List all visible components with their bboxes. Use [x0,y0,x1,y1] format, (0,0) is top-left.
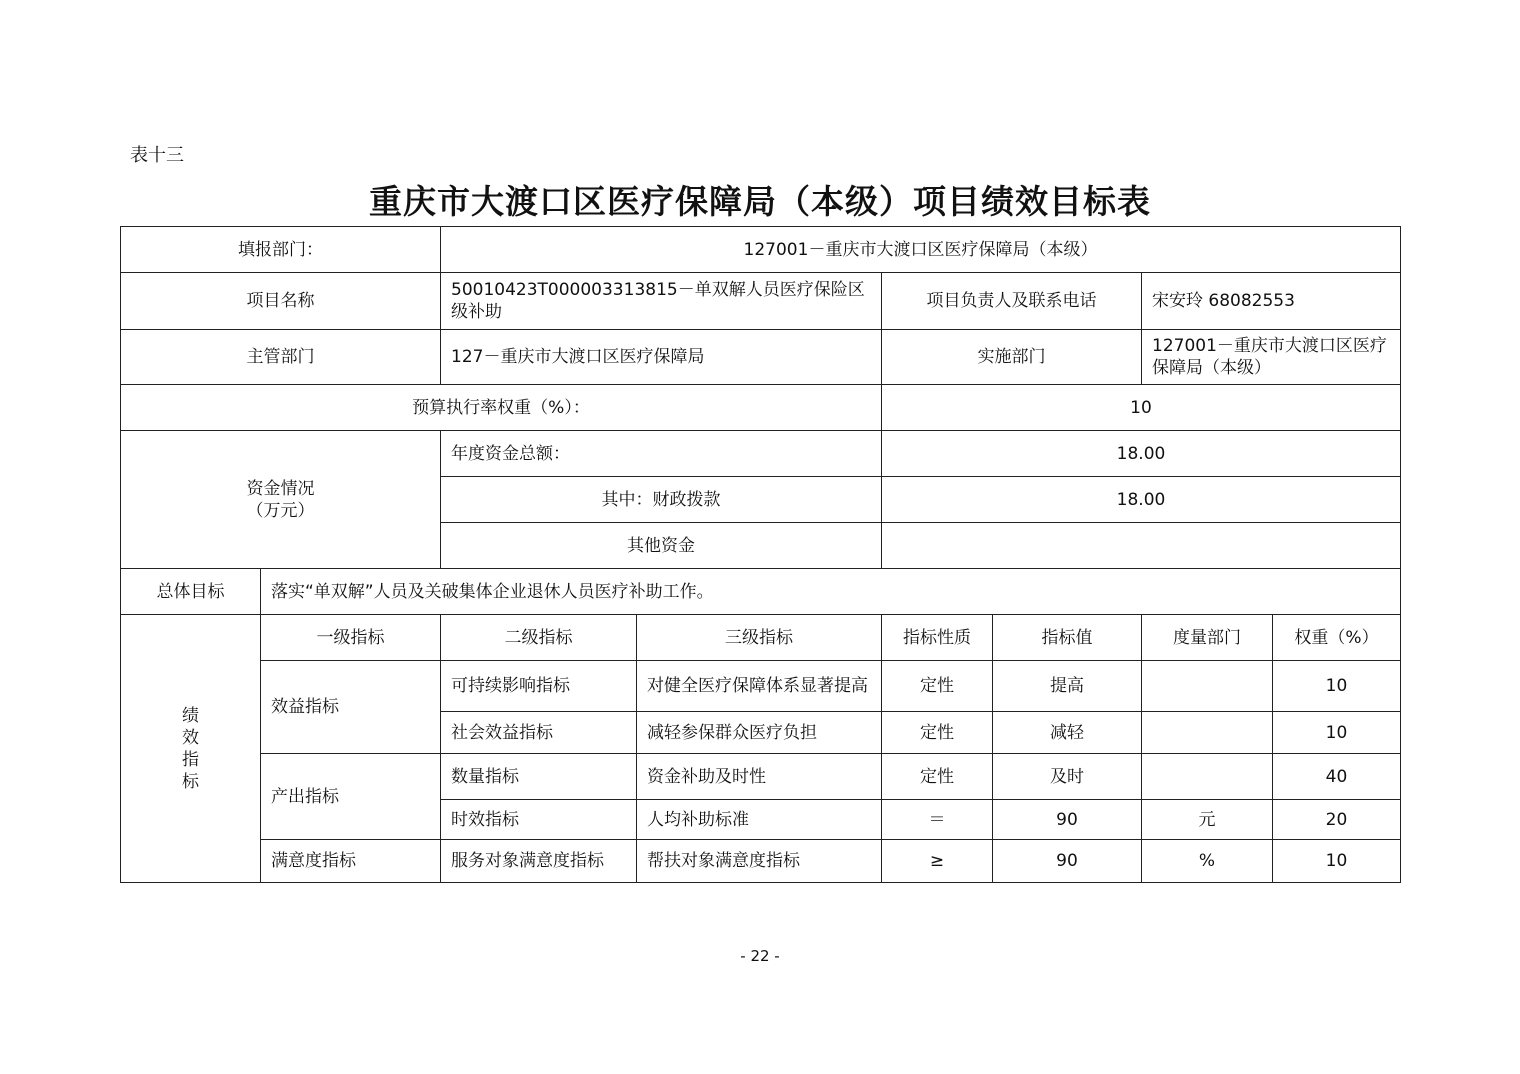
indicator-nature: 定性 [882,754,993,800]
indicators-label-char: 绩 [182,705,199,726]
funds-label-line1: 资金情况 [246,478,315,499]
project-contact-value: 宋安玲 68082553 [1142,273,1401,330]
indicator-unit: 元 [1142,800,1273,840]
header-weight: 权重（%） [1273,615,1401,661]
indicator-nature: ≥ [882,840,993,883]
level3-indicator: 减轻参保群众医疗负担 [637,712,882,754]
indicator-weight: 40 [1273,754,1401,800]
indicator-weight: 10 [1273,840,1401,883]
supervising-dept-value: 127－重庆市大渡口区医疗保障局 [441,330,882,385]
project-contact-label: 项目负责人及联系电话 [882,273,1142,330]
level2-indicator: 可持续影响指标 [441,661,637,712]
funds-total-value: 18.00 [882,431,1401,477]
page-number: - 22 - [740,947,780,965]
indicators-section-label [121,615,261,883]
level2-indicator: 时效指标 [441,800,637,840]
funds-fiscal-label: 其中：财政拨款 [441,477,882,523]
filling-dept-label: 填报部门： [121,227,441,273]
indicator-row [121,661,1401,712]
header-nature: 指标性质 [882,615,993,661]
funds-total-label: 年度资金总额： [441,431,882,477]
indicators-label-char: 指 [182,749,199,770]
performance-target-table [120,226,1401,883]
indicator-value: 提高 [993,661,1142,712]
funds-label [121,431,441,569]
indicator-weight: 10 [1273,661,1401,712]
level1-indicator: 满意度指标 [261,840,441,883]
indicator-nature: 定性 [882,712,993,754]
funds-other-label: 其他资金 [441,523,882,569]
indicator-unit: % [1142,840,1273,883]
level2-indicator: 数量指标 [441,754,637,800]
indicator-weight: 10 [1273,712,1401,754]
level1-indicator: 效益指标 [261,661,441,754]
indicator-row [121,754,1401,800]
indicators-label-char: 效 [182,727,199,748]
indicator-value: 90 [993,800,1142,840]
level1-indicator: 产出指标 [261,754,441,840]
level2-indicator: 社会效益指标 [441,712,637,754]
funds-other-value [882,523,1401,569]
budget-weight-value: 10 [882,385,1401,431]
filling-dept-value: 127001－重庆市大渡口区医疗保障局（本级） [441,227,1401,273]
indicator-value: 90 [993,840,1142,883]
level3-indicator: 人均补助标准 [637,800,882,840]
indicator-row [121,840,1401,883]
level3-indicator: 帮扶对象满意度指标 [637,840,882,883]
level2-indicator: 服务对象满意度指标 [441,840,637,883]
indicator-nature: ＝ [882,800,993,840]
budget-weight-label: 预算执行率权重（%）： [121,385,882,431]
project-name-label: 项目名称 [121,273,441,330]
funds-fiscal-value: 18.00 [882,477,1401,523]
indicator-value: 减轻 [993,712,1142,754]
header-unit-dept: 度量部门 [1142,615,1273,661]
indicator-unit [1142,661,1273,712]
level3-indicator: 资金补助及时性 [637,754,882,800]
supervising-dept-label: 主管部门 [121,330,441,385]
header-level1: 一级指标 [261,615,441,661]
project-name-value: 50010423T000003313815－单双解人员医疗保险区级补助 [441,273,882,330]
header-value: 指标值 [993,615,1142,661]
indicator-value: 及时 [993,754,1142,800]
implementing-dept-value: 127001－重庆市大渡口区医疗保障局（本级） [1142,330,1401,385]
table-label: 表十三 [130,145,184,166]
overall-goal-label: 总体目标 [121,569,261,615]
indicator-unit [1142,712,1273,754]
indicators-label-char: 标 [182,771,199,792]
implementing-dept-label: 实施部门 [882,330,1142,385]
indicator-weight: 20 [1273,800,1401,840]
indicator-nature: 定性 [882,661,993,712]
indicator-unit [1142,754,1273,800]
document-title: 重庆市大渡口区医疗保障局（本级）项目绩效目标表 [369,182,1151,221]
funds-label-line2: （万元） [246,500,315,521]
level3-indicator: 对健全医疗保障体系显著提高 [637,661,882,712]
header-level3: 三级指标 [637,615,882,661]
overall-goal-value: 落实“单双解”人员及关破集体企业退休人员医疗补助工作。 [261,569,1401,615]
header-level2: 二级指标 [441,615,637,661]
